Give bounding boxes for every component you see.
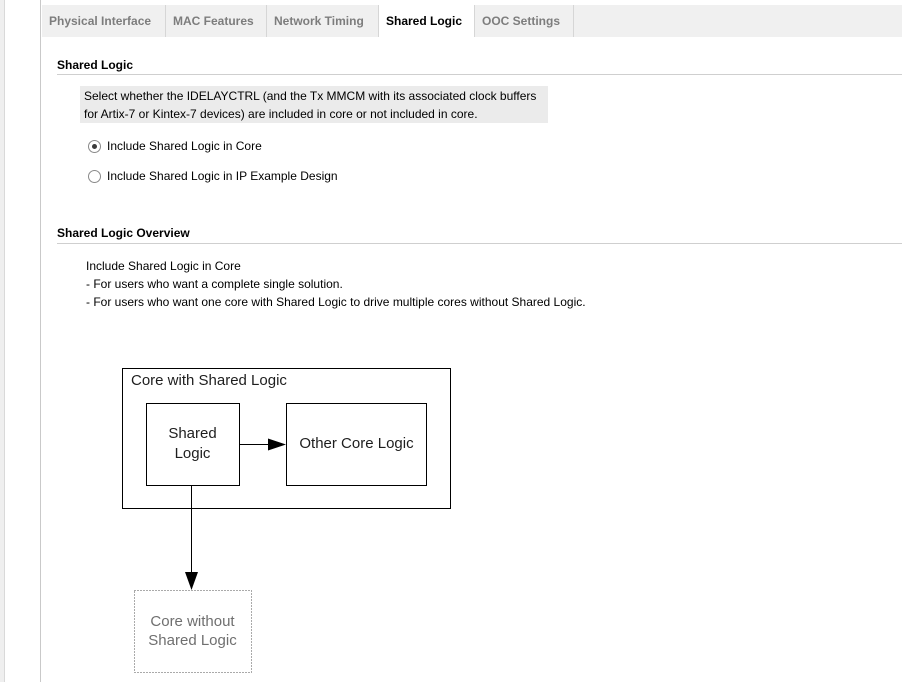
- shared-logic-divider: [57, 74, 902, 75]
- shared-logic-diagram: [100, 360, 470, 682]
- shared-logic-description: [80, 86, 548, 123]
- overview-line: - For users who want a complete single solution.: [86, 277, 343, 291]
- description-line: Select whether the IDELAYCTRL (and the Tx MMCM with its associated clock buffers: [84, 89, 537, 103]
- overview-line: - For users who want one core with Shared Logic to drive multiple cores without Shared Logic.: [86, 295, 586, 309]
- shared-logic-block-label-line1: Shared: [168, 425, 217, 442]
- tab-ooc-settings[interactable]: OOC Settings: [475, 5, 574, 37]
- core-with-shared-logic-label: Core with Shared Logic: [131, 372, 287, 389]
- option-include-in-example-design[interactable]: [88, 170, 388, 183]
- tab-network-timing[interactable]: Network Timing: [267, 5, 379, 37]
- tab-shared-logic[interactable]: Shared Logic: [379, 5, 475, 37]
- tab-bar: [42, 5, 902, 37]
- tab-physical-interface[interactable]: Physical Interface: [42, 5, 166, 37]
- window-left-edge: [0, 0, 5, 682]
- overview-divider: [57, 243, 902, 244]
- shared-logic-heading: Shared Logic: [57, 58, 134, 72]
- overview-line: Include Shared Logic in Core: [86, 259, 241, 273]
- core-without-shared-logic-label-line2: Shared Logic: [148, 632, 237, 649]
- overview-heading: Shared Logic Overview: [57, 226, 190, 240]
- option-include-in-example-design-label[interactable]: Include Shared Logic in IP Example Design: [107, 169, 338, 183]
- panel-left-border: [40, 0, 41, 682]
- overview-text: [86, 257, 586, 311]
- shared-logic-block-label-line2: Logic: [174, 445, 211, 462]
- option-include-in-core[interactable]: [88, 140, 388, 153]
- other-core-logic-label: Other Core Logic: [299, 435, 414, 452]
- radio-include-in-core[interactable]: [88, 140, 101, 153]
- option-include-in-core-label[interactable]: Include Shared Logic in Core: [107, 139, 262, 153]
- radio-include-in-example-design[interactable]: [88, 170, 101, 183]
- tab-mac-features[interactable]: MAC Features: [166, 5, 267, 37]
- core-without-shared-logic-label-line1: Core without: [150, 613, 235, 630]
- description-line: for Artix-7 or Kintex-7 devices) are included in core or not included in core.: [84, 107, 478, 121]
- arrowhead-right-icon: [268, 439, 286, 451]
- arrowhead-down-icon: [185, 572, 198, 590]
